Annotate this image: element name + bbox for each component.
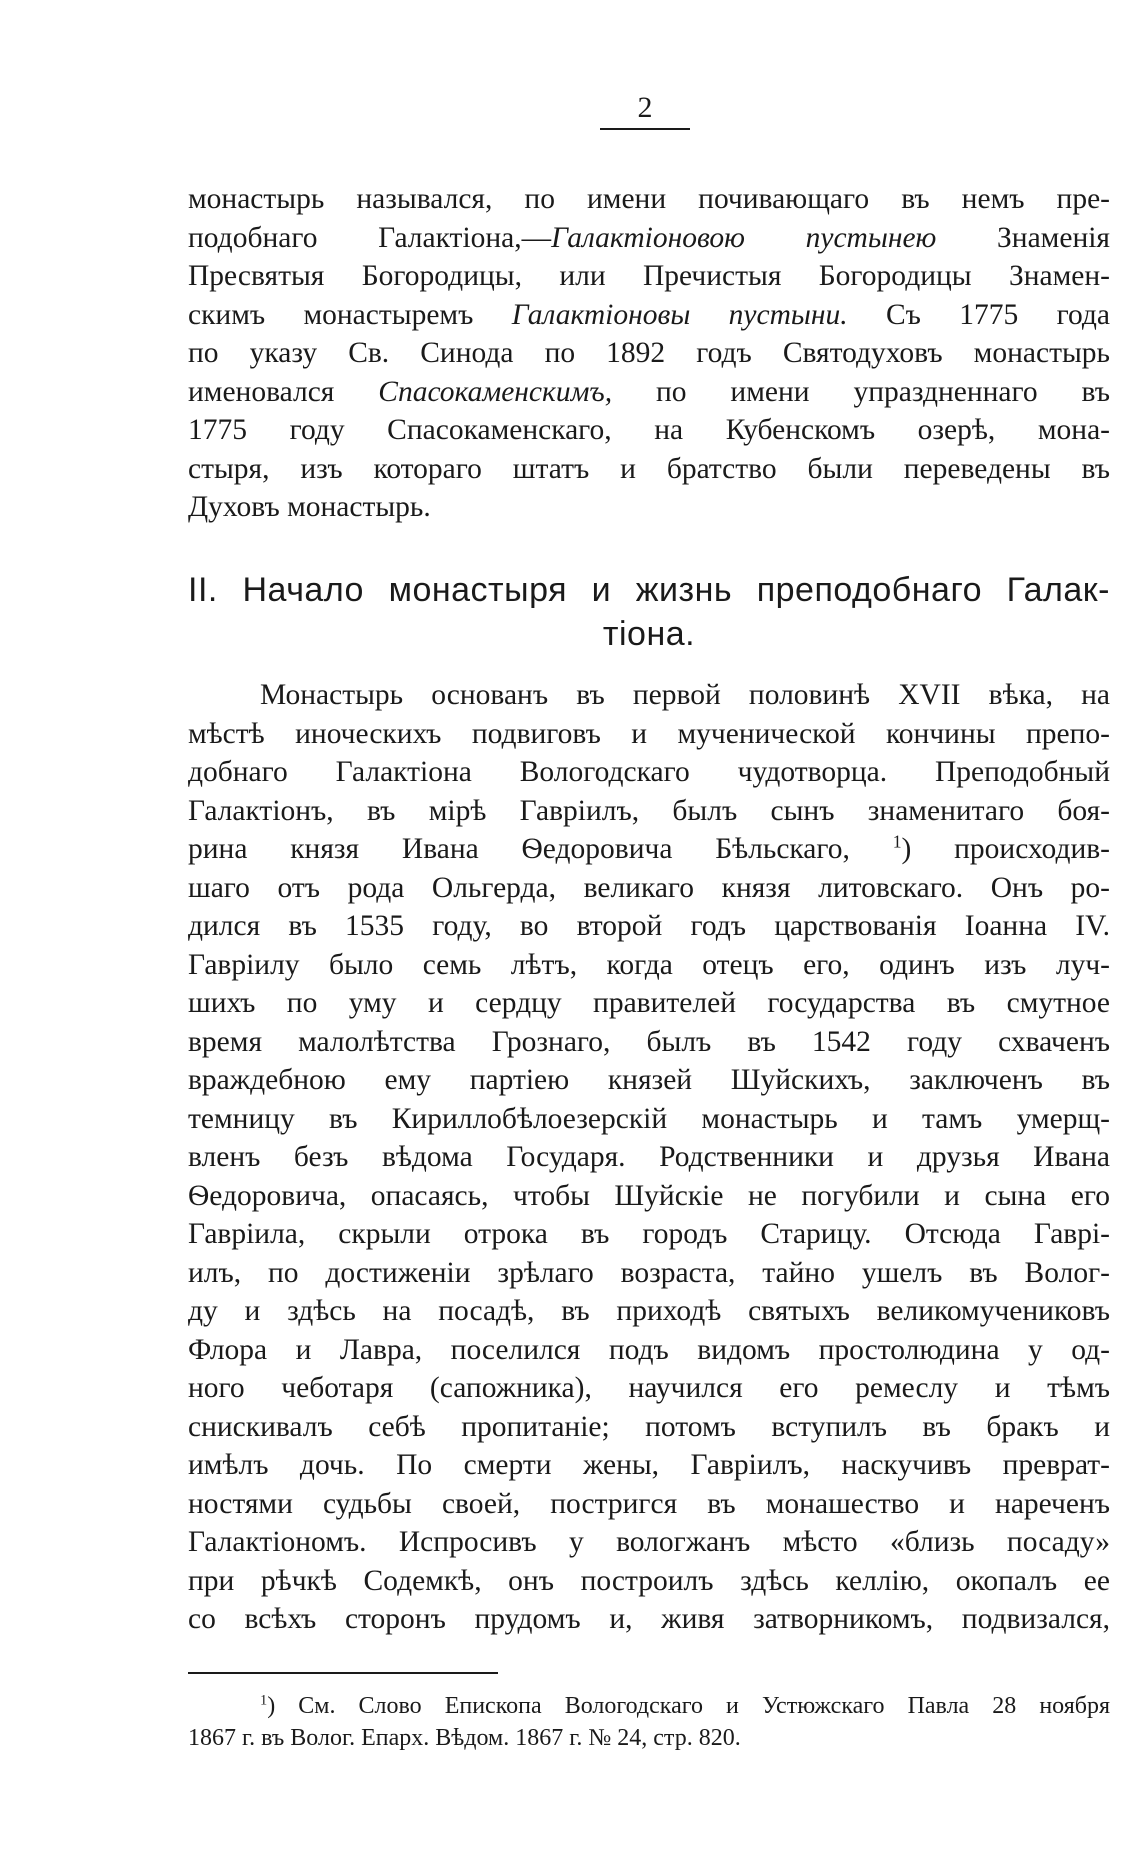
text-line: при рѣчкѣ Содемкѣ, онъ построилъ здѣсь келлію, окопалъ ее: [188, 1564, 1110, 1597]
footnote-line: 1867 г. въ Волог. Епарх. Вѣдом. 1867 г. № 24, стр. 820.: [188, 1725, 741, 1751]
section-heading: [188, 568, 1110, 656]
text-line: Ѳедоровича, опасаясь, чтобы Шуйскіе не погубили и сына его: [188, 1179, 1110, 1212]
text-line: Флора и Лавра, поселился подъ видомъ простолюдина у од-: [188, 1333, 1110, 1366]
text-line: рина князя Ивана Ѳедоровича Бѣльскаго, $^1$) происходив-: [188, 831, 1110, 865]
text-line: подобнаго Галактіона,—Галактіоновою пустынею Знаменія: [188, 221, 1110, 254]
text-line: время малолѣтства Грознаго, былъ въ 1542 году схваченъ: [188, 1025, 1110, 1058]
text-line: ностями судьбы своей, постригся въ монашество и нареченъ: [188, 1487, 1110, 1520]
text-line: имѣлъ дочь. По смерти жены, Гавріилъ, наскучивъ преврат-: [188, 1449, 1110, 1481]
text-line: скимъ монастыремъ Галактіоновы пустыни. Съ 1775 года: [188, 298, 1110, 331]
text-line: ного чеботаря (сапожника), научился его ремеслу и тѣмъ: [188, 1372, 1110, 1404]
text-line: шаго отъ рода Ольгерда, великаго князя литовскаго. Онъ ро-: [188, 871, 1110, 904]
italic-term: Спасокаменскимъ,: [378, 375, 613, 408]
text-line: дился въ 1535 году, во второй годъ царствованія Іоанна IV.: [188, 910, 1110, 942]
text-line: снискивалъ себѣ пропитаніе; потомъ вступилъ въ бракъ и: [188, 1410, 1110, 1443]
text-line: темницу въ Кириллобѣлоезерскій монастырь и тамъ умерщ-: [188, 1102, 1110, 1135]
body-paragraph: [188, 676, 1110, 1639]
text-line: стыря, изъ котораго штатъ и братство были переведены въ: [188, 452, 1110, 485]
text-line: враждебною ему партіею князей Шуйскихъ, заключенъ въ: [188, 1064, 1110, 1096]
heading-line: тіона.: [602, 615, 696, 653]
footnote-divider: [188, 1672, 498, 1674]
footnote-reference[interactable]: 1: [892, 831, 902, 852]
text-line: 1775 году Спасокаменскаго, на Кубенскомъ озерѣ, мона-: [188, 414, 1110, 446]
text-line: со всѣхъ сторонъ прудомъ и, живя затворникомъ, подвизался,: [188, 1603, 1110, 1635]
text-line: добнаго Галактіона Вологодскаго чудотворца. Преподобный: [188, 756, 1110, 788]
text-line: Галактіонъ, въ мірѣ Гавріилъ, былъ сынъ знаменитаго боя-: [188, 794, 1110, 827]
text-line: мѣстѣ иноческихъ подвиговъ и мученической кончины препо-: [188, 717, 1110, 750]
text-line: Гавріила, скрыли отрока въ городъ Старицу. Отсюда Гаврі-: [188, 1218, 1110, 1250]
footnote-marker: 1: [260, 1692, 268, 1709]
text-line: Галактіономъ. Испросивъ у вологжанъ мѣсто «близь посаду»: [188, 1526, 1110, 1558]
text-line: Гавріилу было семь лѣтъ, когда отецъ его, одинъ изъ луч-: [188, 948, 1110, 981]
page-number: 2: [600, 88, 690, 130]
italic-term: Галактіоновы пустыни.: [511, 298, 848, 331]
intro-paragraph: [188, 180, 1110, 527]
text-line: Духовъ монастырь.: [188, 491, 431, 523]
text-line: илъ, по достиженіи зрѣлаго возраста, тайно ушелъ въ Волог-: [188, 1256, 1110, 1289]
text-line: шихъ по уму и сердцу правителей государства въ смутное: [188, 987, 1110, 1019]
footnote: [188, 1690, 1110, 1754]
heading-line: II. Начало монастыря и жизнь преподобнаго Галак-: [188, 571, 1110, 609]
text-line: вленъ безъ вѣдома Государя. Родственники и друзья Ивана: [188, 1141, 1110, 1173]
text-line: монастырь назывался, по имени почивающаго въ немъ пре-: [188, 183, 1110, 215]
text-line: ду и здѣсь на посадѣ, въ приходѣ святыхъ великомучениковъ: [188, 1295, 1110, 1327]
text-line: по указу Св. Синода по 1892 годъ Святодуховъ монастырь: [188, 337, 1110, 369]
text-line: Пресвятыя Богородицы, или Пречистыя Богородицы Знамен-: [188, 260, 1110, 292]
footnote-line: $^1$) См. Слово Епископа Вологодскаго и Устюжскаго Павла 28 ноября: [260, 1692, 1110, 1719]
italic-term: Галактіоновою пустынею: [551, 221, 937, 254]
text-line: Монастырь основанъ въ первой половинѣ XVII вѣка, на: [260, 679, 1110, 711]
text-line: именовался Спасокаменскимъ, по имени упраздненнаго въ: [188, 375, 1110, 408]
